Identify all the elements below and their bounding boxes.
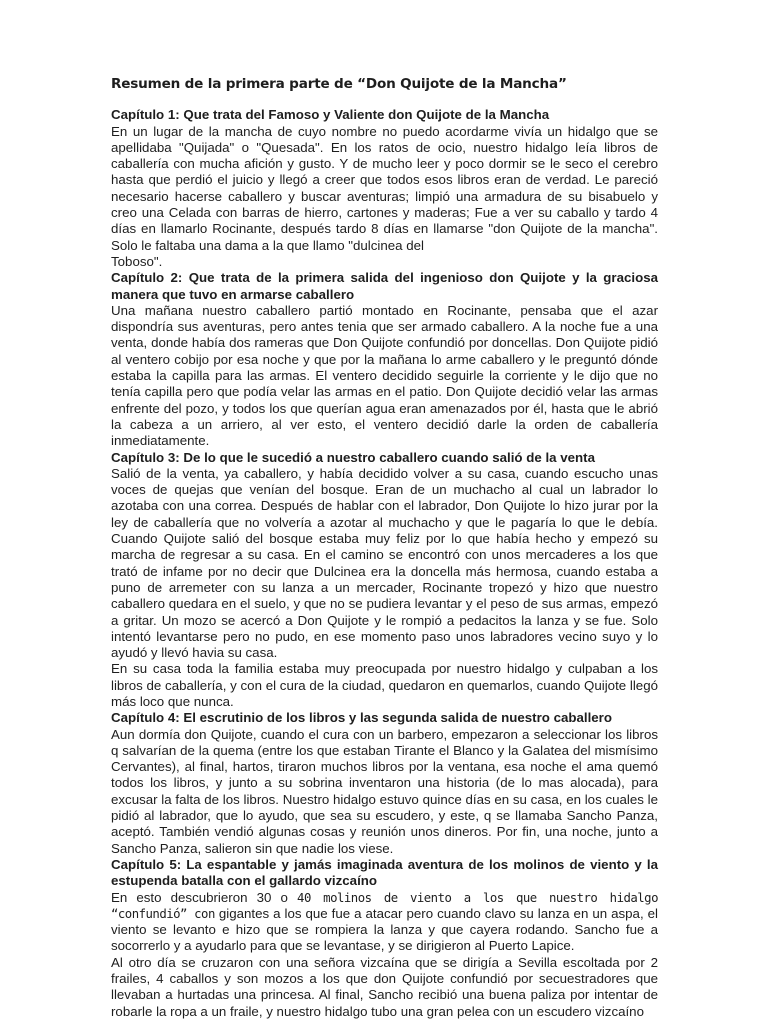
chapter-heading: Capítulo 1: Que trata del Famoso y Valiente don Quijote de la Mancha [111,107,550,123]
chapter-paragraph: Toboso". [111,253,163,269]
chapter-paragraph: En su casa toda la familia estaba muy preocupada por nuestro hidalgo y culpaban a los libros de caballería, y con el cura de la ciudad, quedaron en quemarlos, cuando Quijote llegó más loco que nunca. [111,661,658,709]
paragraph-text: En esto descubrieron 30 o [111,889,298,905]
chapter-4 [111,710,658,857]
chapter-1 [111,107,658,270]
chapter-paragraph: Al otro día se cruzaron con una señora vizcaína que se dirigía a Sevilla escoltada por 2 frailes, 4 caballos y son mozos a los que don Quijote confundió por secuestradores que llevaban a hurtadas una princesa. Al final, Sancho recibió una buena paliza por intentar de robarle la ropa a un fraile, y nuestro hidalgo tubo una gran pelea con un escudero vizcaíno [111,954,658,1019]
chapter-paragraph: Salió de la venta, ya caballero, y había decidido volver a su casa, cuando escucho unas voces de quejas que venían del bosque. Eran de un muchacho al cual un labrador lo azotaba con una correa. Después de hablar con el labrador, Don Quijote lo hizo jurar por la ley de caballería que no volvería a azotar al muchacho y que le pagaría lo que le debía. Cuando Quijote salió del bosque estaba muy feliz por lo que había hecho y empezó su marcha de regresar a su casa. En el camino se encontró con unos mercaderes a los que trató de infame por no decir que Dulcinea era la doncella más hermosa, cuando estaba a puno de arremeter con su lanza a un mercader, Rocinante tropezó y hizo que nuestro caballero quedara en el suelo, y que no se pudiera levantar y el peso de sus armas, empezó a gritar. Un mozo se acercó a Don Quijote y le rompió a pedacitos la lanza y se fue. Solo intentó levantarse pero no pudo, en ese momento paso unos labradores vecino suyo y lo ayudó y llevó havia su casa. [111,465,658,661]
chapter-5 [111,857,658,1020]
chapter-heading: Capítulo 3: De lo que le sucedió a nuestro caballero cuando salió de la venta [111,449,595,465]
chapter-heading: Capítulo 5: La espantable y jamás imaginada aventura de los molinos de viento y la estupenda batalla con el gallardo vizcaíno [111,856,658,889]
document-title: Resumen de la primera parte de “Don Quijote de la Mancha” [111,76,567,92]
paragraph-text: gigantes a los que fue a atacar pero cuando clavo su lanza en un aspa, el viento se levanto e hizo que se rompiera la lanza y que cayera rodando. Sancho fue a socorrerlo y a ayudarlo para que se levantase, y se dirigieron al Puerto Lapice. [111,905,658,954]
chapter-3 [111,450,658,711]
chapter-paragraph [111,890,658,955]
chapter-heading: Capítulo 4: El escrutinio de los libros y las segunda salida de nuestro caballero [111,710,612,726]
chapter-heading: Capítulo 2: Que trata de la primera salida del ingenioso don Quijote y la graciosa manera que tuvo en armarse caballero [111,270,658,302]
chapter-paragraph: En un lugar de la mancha de cuyo nombre no puedo acordarme vivía un hidalgo que se apellidaba "Quijada" o "Quesada". En los ratos de ocio, nuestro hidalgo leía libros de caballería con mucha afición y gusto. Y de mucho leer y poco dormir se le seco el cerebro hasta que perdió el juicio y llegó a creer que todos esos libros eran de verdad. Le pareció necesario hacerse caballero y buscar aventuras; limpió una armadura de su bisabuelo y creo una Celada con barras de hierro, cartones y maderas; Fue a ver su caballo y tardo 4 días en llamarlo Rocinante, después tardo 8 días en llamarse "don Quijote de la mancha". Solo le faltaba una dama a la que llamo "dulcinea del [111,123,658,253]
chapter-2 [111,270,658,449]
chapter-paragraph: Una mañana nuestro caballero partió montado en Rocinante, pensaba que el azar dispondría sus aventuras, pero antes tenia que ser armado caballero. A la noche fue a una venta, donde había dos rameras que Don Quijote confundió por doncellas. Don Quijote pidió al ventero cobijo por esa noche y que por la mañana lo arme caballero y le preguntó dónde estaba la capilla para las armas. El ventero decidido seguirle la corriente y le dijo que no tenía capilla pero que podía velar las armas en el patio. Don Quijote decidió velar las armas enfrente del pozo, y todos los que querían agua eran amenazados por él, hasta que le abrió la cabeza a un arriero, al ver esto, el ventero decidió darle la orden de caballería inmediatamente. [111,302,658,449]
document-body [111,76,658,1020]
chapter-paragraph: Aun dormía don Quijote, cuando el cura con un barbero, empezaron a seleccionar los libros q salvarían de la quema (entre los que estaban Tirante el Blanco y la Galatea del mismísimo Cervantes), al final, hartos, tiraron muchos libros por la ventana, esa noche el ama quemó todos los libros, y junto a su sobrina inventaron una historia (de lo mas alocada), para excusar la falta de los libros. Nuestro hidalgo estuvo quince días en su casa, en los cuales le pidió al labrador, que lo ayudo, que sea su escudero, y este, q se llamaba Sancho Panza, aceptó. También vendió algunas cosas y reunión unos dineros. Por fin, una noche, junto a Sancho Panza, salieron sin que nadie los viese. [111,726,658,856]
paragraph-text-alt-font: 40 molinos de viento a los que nuestro hidalgo “confundió” con [111,890,658,921]
